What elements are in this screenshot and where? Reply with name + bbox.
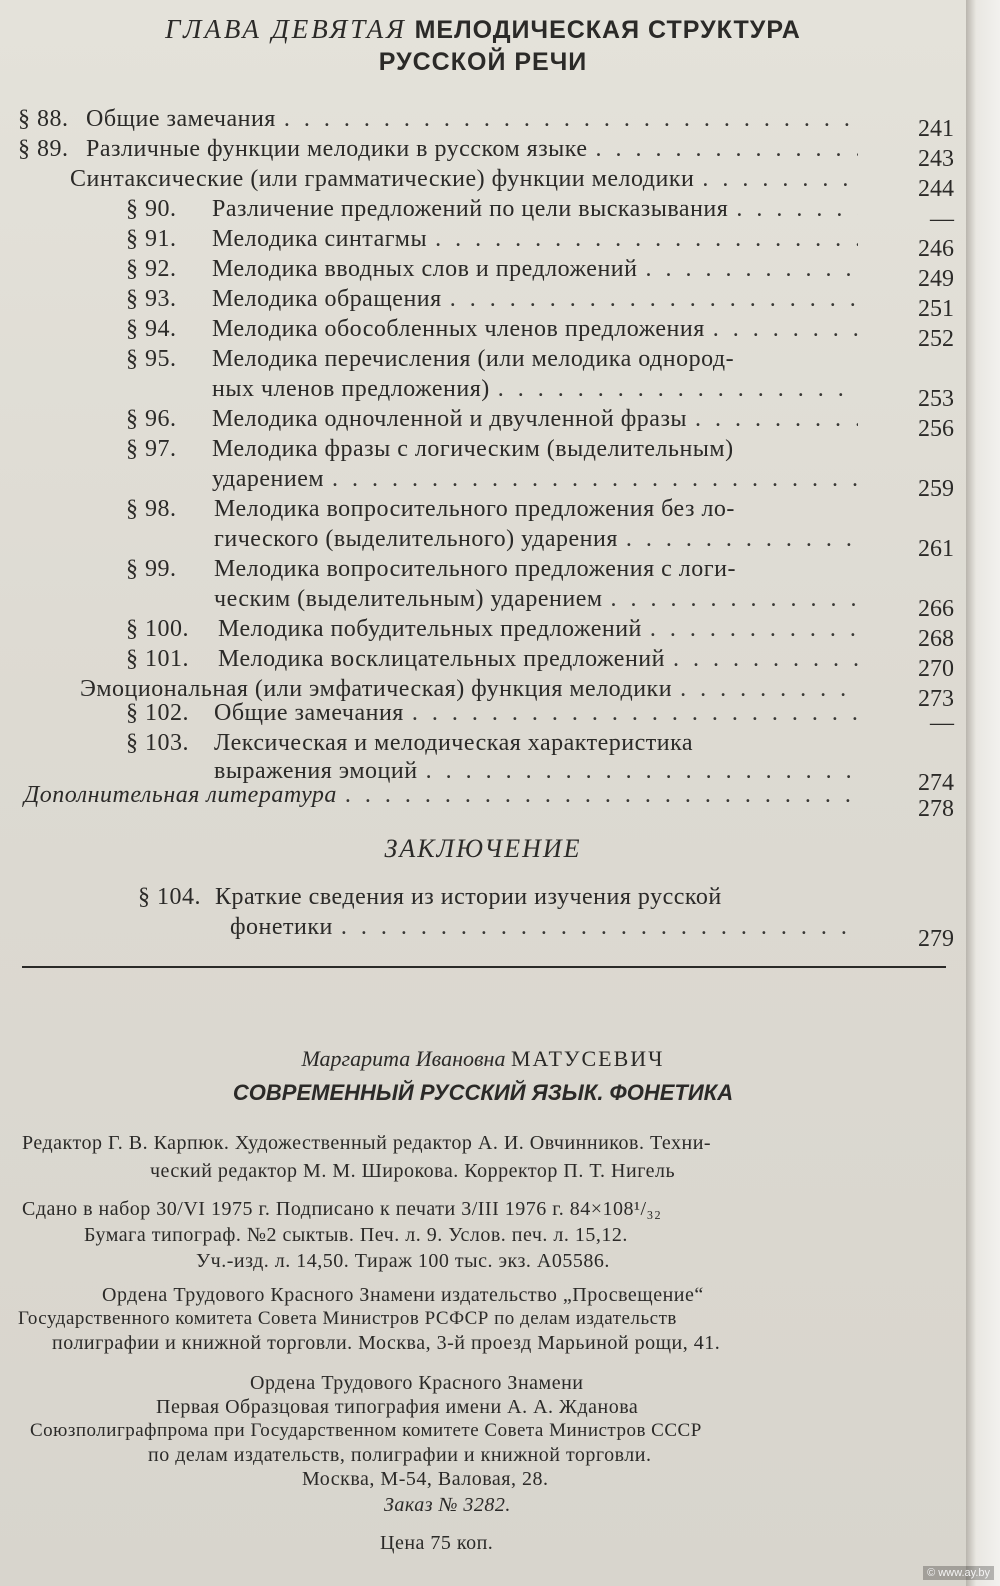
publisher-line-1: Ордена Трудового Красного Знамени издательство „Просвещение“ <box>102 1284 704 1306</box>
toc-page-number: 256 <box>918 416 954 442</box>
toc-page-number: 270 <box>918 656 954 682</box>
toc-page-number: 253 <box>918 386 954 412</box>
leader-dots <box>736 196 858 223</box>
toc-entry-continuation <box>212 376 866 403</box>
toc-entry <box>126 256 866 283</box>
toc-entry <box>126 730 866 757</box>
print-line-2: Бумага типограф. №2 сыктыв. Печ. л. 9. Услов. печ. л. 15,12. <box>84 1224 628 1246</box>
toc-entry <box>126 226 866 253</box>
toc-page-number: — <box>930 710 954 736</box>
price: Цена 75 коп. <box>380 1532 494 1554</box>
toc-entry <box>126 346 866 373</box>
toc-entry-text: Мелодика фразы с логическим (выделительным) <box>212 436 734 462</box>
toc-page-number: 251 <box>918 296 954 322</box>
printer-line-2: Первая Образцовая типография имени А. А. Жданова <box>156 1396 639 1418</box>
print-line-1: Сдано в набор 30/VI 1975 г. Подписано к печати 3/III 1976 г. 84×108¹/₃₂ <box>22 1198 662 1220</box>
toc-entry-text: Дополнительная литература <box>24 782 337 808</box>
toc-page-number: 278 <box>918 796 954 822</box>
print-line-3: Уч.-изд. л. 14,50. Тираж 100 тыс. экз. А05586. <box>196 1250 610 1272</box>
toc-entry-number: § 102. <box>126 700 189 726</box>
toc-entry-continuation <box>214 586 866 613</box>
toc-entry-continuation <box>212 466 866 493</box>
leader-dots <box>345 782 858 809</box>
toc-entry-text-cont: ных членов предложения) <box>212 376 490 402</box>
toc-entry-number: § 88. <box>18 106 69 132</box>
toc-entry-number: § 91. <box>126 226 177 252</box>
leader-dots <box>412 700 858 727</box>
leader-dots <box>645 256 858 283</box>
toc-entry <box>126 286 866 313</box>
toc-entry <box>126 646 866 673</box>
leader-dots <box>596 136 858 163</box>
toc-entry-text: Синтаксические (или грамматические) функции мелодики <box>70 166 695 192</box>
toc-entry-number: § 103. <box>126 730 189 756</box>
toc-entry <box>70 166 866 193</box>
toc-entry-text: Мелодика обращения <box>212 286 442 312</box>
toc-entry-text: Мелодика обособленных членов предложения <box>212 316 705 342</box>
toc-entry-text: Мелодика одночленной и двучленной фразы <box>212 406 688 432</box>
author-surname: МАТУСЕВИЧ <box>510 1046 665 1071</box>
leader-dots <box>498 376 858 403</box>
chapter-title-line2: РУССКОЙ РЕЧИ <box>378 48 588 76</box>
toc-page-number: 243 <box>918 146 954 172</box>
publisher-line-3: полиграфии и книжной торговли. Москва, 3-й проезд Марьиной рощи, 41. <box>52 1332 721 1354</box>
toc-entry-number: § 98. <box>126 496 177 522</box>
toc-entry-number: § 94. <box>126 316 177 342</box>
toc-page-number: 259 <box>918 476 954 502</box>
toc-entry-number: § 104. <box>138 884 201 910</box>
chapter-label: ГЛАВА ДЕВЯТАЯ <box>165 14 407 44</box>
toc-page-number: 274 <box>918 770 954 796</box>
toc-entry-continuation <box>214 526 866 553</box>
toc-entry <box>126 436 866 463</box>
leader-dots <box>284 106 858 133</box>
toc-entry-text-cont: ческим (выделительным) ударением <box>214 586 603 612</box>
toc-entry-text-cont: фонетики <box>230 914 333 940</box>
leader-dots <box>713 316 858 343</box>
toc-entry <box>126 406 866 433</box>
toc-entry-text: Мелодика восклицательных предложений <box>218 646 665 672</box>
toc-entry-text: Различные функции мелодики в русском языке <box>86 136 588 162</box>
toc-entry-text: Мелодика синтагмы <box>212 226 428 252</box>
leader-dots <box>673 646 858 673</box>
toc-entry-text-cont: гического (выделительного) ударения <box>214 526 618 552</box>
toc-entry <box>126 616 866 643</box>
toc-entry-text: Общие замечания <box>214 700 404 726</box>
book-title: СОВРЕМЕННЫЙ РУССКИЙ ЯЗЫК. ФОНЕТИКА <box>232 1080 734 1105</box>
leader-dots <box>650 616 858 643</box>
toc-entry-text: Мелодика вопросительного предложения с логи- <box>214 556 736 582</box>
toc-entry-text: Мелодика побудительных предложений <box>218 616 642 642</box>
leader-dots <box>611 586 858 613</box>
toc-entry-number: § 96. <box>126 406 177 432</box>
toc-page-number: 244 <box>918 176 954 202</box>
toc-entry <box>24 782 866 809</box>
leader-dots <box>426 758 858 785</box>
toc-entry-104 <box>138 884 722 911</box>
toc-entry <box>126 196 866 223</box>
toc-entry <box>18 136 866 163</box>
leader-dots <box>450 286 858 313</box>
leader-dots <box>341 914 858 941</box>
leader-dots <box>695 406 858 433</box>
author-name: Маргарита Ивановна <box>301 1046 506 1071</box>
printer-line-1: Ордена Трудового Красного Знамени <box>250 1372 584 1394</box>
chapter-title-line1: МЕЛОДИЧЕСКАЯ СТРУКТУРА <box>414 16 801 44</box>
toc-page-number: 273 <box>918 686 954 712</box>
watermark: © www.ay.by <box>923 1566 994 1580</box>
toc-entry-text: Мелодика вопросительного предложения без ло- <box>214 496 735 522</box>
editors-line-1: Редактор Г. В. Карпюк. Художественный редактор А. И. Овчинников. Техни- <box>22 1132 712 1154</box>
printer-line-3: Союзполиграфпрома при Государственном комитете Совета Министров СССР <box>30 1420 702 1441</box>
toc-page-number: 261 <box>918 536 954 562</box>
order-number: Заказ № 3282. <box>384 1494 511 1516</box>
toc-page-number: 266 <box>918 596 954 622</box>
conclusion-heading: ЗАКЛЮЧЕНИЕ <box>384 834 582 863</box>
toc-entry <box>126 316 866 343</box>
toc-entry-number: § 101. <box>126 646 189 672</box>
toc-entry-text-cont: ударением <box>212 466 325 492</box>
toc-entry <box>126 496 866 523</box>
toc-entry-text: Общие замечания <box>86 106 276 132</box>
toc-page-number: 249 <box>918 266 954 292</box>
toc-entry-number: § 93. <box>126 286 177 312</box>
toc-entry-number: § 95. <box>126 346 177 372</box>
author-line <box>0 1046 966 1072</box>
leader-dots <box>626 526 858 553</box>
leader-dots <box>680 676 858 703</box>
toc-entry <box>80 676 866 703</box>
toc-entry-number: § 92. <box>126 256 177 282</box>
toc-page-number: 268 <box>918 626 954 652</box>
toc-entry-text: Краткие сведения из истории изучения русской <box>215 884 722 910</box>
leader-dots <box>435 226 858 253</box>
leader-dots <box>332 466 858 493</box>
toc-page-number: 246 <box>918 236 954 262</box>
toc-entry-number: § 97. <box>126 436 177 462</box>
toc-entry <box>126 700 866 727</box>
toc-entry-number: § 89. <box>18 136 69 162</box>
leader-dots <box>702 166 858 193</box>
printer-line-5: Москва, М-54, Валовая, 28. <box>302 1468 549 1490</box>
toc-entry-text: Лексическая и мелодическая характеристика <box>214 730 694 756</box>
toc-entry-number: § 90. <box>126 196 177 222</box>
toc-page-number: 241 <box>918 116 954 142</box>
editors-line-2: ческий редактор М. М. Широкова. Корректор П. Т. Нигель <box>150 1160 676 1182</box>
toc-entry-text: Мелодика вводных слов и предложений <box>212 256 638 282</box>
toc-entry <box>126 556 866 583</box>
page-edge <box>966 0 1000 1586</box>
toc-entry-text-cont: выражения эмоций <box>214 758 418 784</box>
toc-entry-text: Эмоциональная (или эмфатическая) функция мелодики <box>80 676 673 702</box>
publisher-line-2: Государственного комитета Совета Министров РСФСР по делам издательств <box>18 1308 677 1329</box>
toc-entry <box>18 106 866 133</box>
toc-entry-text: Мелодика перечисления (или мелодика однород- <box>212 346 735 372</box>
toc-entry-number: § 99. <box>126 556 177 582</box>
divider-rule <box>22 966 946 968</box>
toc-entry-104-cont <box>230 914 866 941</box>
printer-line-4: по делам издательств, полиграфии и книжной торговли. <box>148 1444 652 1466</box>
toc-page-number: 252 <box>918 326 954 352</box>
chapter-heading <box>0 14 966 45</box>
toc-entry-continuation <box>214 758 866 785</box>
toc-entry-text: Различение предложений по цели высказывания <box>212 196 729 222</box>
toc-page-number: — <box>930 206 954 232</box>
toc-page-number: 279 <box>918 926 954 952</box>
chapter-heading-line2 <box>0 46 966 77</box>
toc-entry-number: § 100. <box>126 616 189 642</box>
